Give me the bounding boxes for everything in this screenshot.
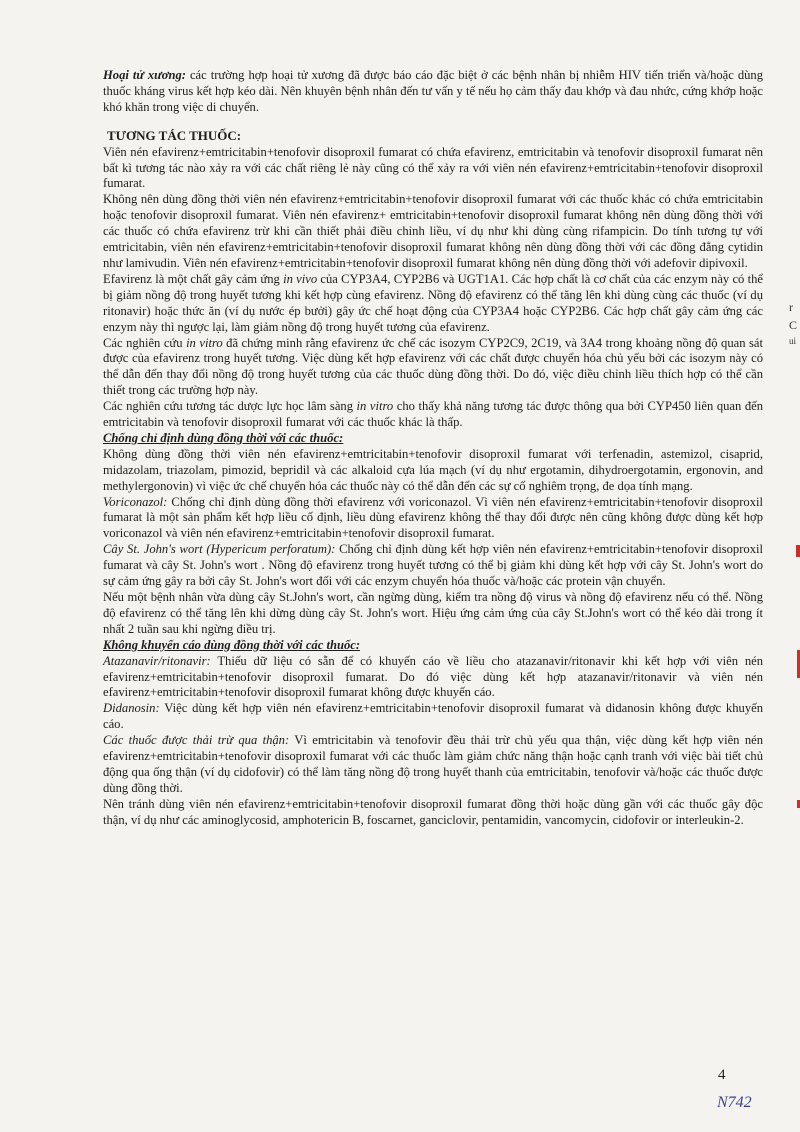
page-number: 4 (718, 1067, 726, 1083)
osteonecrosis-label: Hoại tử xương: (103, 68, 186, 82)
subheading-contraindicated: Chống chỉ định dùng đồng thời với các thuốc: (103, 430, 344, 445)
paragraph: Nên tránh dùng viên nén efavirenz+emtricitabin+tenofovir disoproxil fumarat đồng thời hoặc dùng gần với các thuốc gây độc thận, ví dụ như các aminoglycosid, amphotericin B, foscarnet, ganciclovir, pentamidin, vancomycin, cidofovir or interleukin-2. (103, 796, 763, 827)
edge-letter: C (789, 318, 798, 332)
paragraph: Efavirenz là một chất gây cảm ứng in vivo của CYP3A4, CYP2B6 và UGT1A1. Các hợp chất là cơ chất của các enzym này có thể bị giảm nồng độ trong huyết tương khi kết hợp cùng efavirenz. Nồng độ efavirenz có thể tăng lên khi dùng cùng các thuốc (ví dụ ritonavir) hoặc thức ăn (ví dụ nước ép bưởi) gây ức chế hoạt động của CYP3A4 hoặc CYP2B6. Các hợp chất gây cảm ứng các enzym này thì ngược lại, làm giảm nồng độ trong huyết tương của efavirenz. (103, 271, 764, 334)
handwritten-signature: N742 (717, 1094, 752, 1111)
paragraph: Cây St. John's wort (Hypericum perforatum): Chống chỉ định dùng kết hợp viên nén efavirenz+emtricitabin+tenofovir disoproxil fumarat và cây St. John's wort . Nồng độ efavirenz trong huyết tương có thể bị giảm khi dùng kết hợp với cây St. John's wort do sự cảm ứng gây ra bởi cây St. John's wort đối với các enzym chuyển hóa thuốc và/hoặc các protein vận chuyển. (103, 542, 763, 589)
paragraph: Atazanavir/ritonavir: Thiếu dữ liệu có sẵn để có khuyến cáo về liều cho atazanavir/ritonavir khi kết hợp với viên nén efavirenz+emtricitabin+tenofovir disoproxil fumarat. Do đó việc dùng kết hợp atazanavir/ritonavir và viên nén efavirenz+emtricitabin+tenofovir disoproxil fumarat không được khuyến cáo. (103, 653, 763, 700)
subheading-not-recommended: Không khuyến cáo dùng đồng thời với các thuốc: (103, 637, 361, 652)
paragraph: Nếu một bệnh nhân vừa dùng cây St.John's wort, cần ngừng dùng, kiểm tra nồng độ virus và nồng độ efavirenz nếu có thể. Nồng độ efavirenz có thể tăng lên khi dừng dùng cây St. John's wort. Hiệu ứng cảm ứng của cây St.John's wort có thể kéo dài trong ít nhất 2 tuần sau khi ngừng điều trị. (103, 590, 763, 636)
edge-letter: r (789, 300, 793, 314)
section-heading: TƯƠNG TÁC THUỐC: (107, 127, 242, 143)
paragraph: Didanosin: Việc dùng kết hợp viên nén efavirenz+emtricitabin+tenofovir disoproxil fumarat và didanosin không được khuyến cáo. (103, 701, 763, 732)
edge-mark (796, 545, 800, 557)
paragraph-osteonecrosis: Hoại tử xương: các trường hợp hoại tử xương đã được báo cáo đặc biệt ở các bệnh nhân bị nhiễm HIV tiến triển và/hoặc dùng thuốc kháng virus kết hợp kéo dài. Nên khuyên bệnh nhân đến tư vấn y tế nếu họ cảm thấy đau khớp và đau nhức, cứng khớp hoặc khó khăn trong việc di chuyển. (103, 68, 764, 114)
paragraph: Các nghiên cứu tương tác dược lực học lâm sàng in vitro cho thấy khả năng tương tác được thông qua bởi CYP450 liên quan đến emtricitabin và tenofovir disoproxil fumarat với các thuốc khác là thấp. (103, 399, 764, 430)
paragraph: Voriconazol: Chống chỉ định dùng đồng thời efavirenz với voriconazol. Vì viên nén efavirenz+emtricitabin+tenofovir disoproxil fumarat là một sản phẩm kết hợp liều cố định, liều dùng efavirenz không thể thay đổi được nên cũng không được dùng kết hợp voriconazol và viên nén efavirenz+emtricitabin+tenofovir disoproxil fumarat. (103, 494, 763, 541)
paragraph: Các nghiên cứu in vitro đã chứng minh rằng efavirenz ức chế các isozym CYP2C9, 2C19, và 3A4 trong khoảng nồng độ quan sát được của efavirenz trong huyết tương. Việc dùng kết hợp efavirenz với các chất được chuyển hóa chủ yếu bởi các isozym này có thể dẫn đến thay đổi nồng độ trong huyết tương của các thuốc dùng đồng thời. Do đó, việc điều chỉnh liều thích hợp có thể cần thiết trong các trường hợp này. (103, 335, 763, 398)
paragraph: Các thuốc được thải trừ qua thận: Vì emtricitabin và tenofovir đều thải trừ chủ yếu qua thận, việc dùng kết hợp viên nén efavirenz+emtricitabin+tenofovir disoproxil fumarat với các thuốc làm giảm chức năng thận hoặc cạnh tranh với việc bài tiết chủ động qua ống thận (ví dụ cidofovir) có thể làm tăng nồng độ trong huyết thanh của emtricitabin, tenofovir và/hoặc các thuốc được dùng đồng thời. (103, 733, 764, 795)
paragraph: Không dùng đồng thời viên nén efavirenz+emtricitabin+tenofovir disoproxil fumarat với terfenadin, astemizol, cisaprid, midazolam, triazolam, pimozid, bepridil và các alkaloid cựa lúa mạch (ví dụ như ergotamin, dihydroergotamin, ergonovin, and methylergonovin) vì việc ức chế chuyển hóa các thuốc này có thể dẫn đến các sự cố nghiêm trọng, đe dọa tính mạng. (103, 446, 763, 493)
paragraph: Viên nén efavirenz+emtricitabin+tenofovir disoproxil fumarat có chứa efavirenz, emtricitabin và tenofovir disoproxil fumarat nên bất kì tương tác nào xảy ra với các chất riêng lẻ này cũng có thể xảy ra với viên nén efavirenz+emtricitabin+tenofovir disoproxil fumarat. (103, 144, 763, 191)
document-body (103, 68, 763, 829)
paragraph: Không nên dùng đồng thời viên nén efavirenz+emtricitabin+tenofovir disoproxil fumarat với các thuốc khác có chứa emtricitabin hoặc tenofovir disoproxil fumarat. Viên nén efavirenz+ emtricitabin+tenofovir disoproxil fumarat không nên dùng đồng thời với các thuốc có chứa efavirenz trừ khi cần thiết phải điều chỉnh liều, ví dụ như khi dùng cùng rifampicin. Do tính tương tự với emtricitabin, viên nén efavirenz+emtricitabin+tenofovir disoproxil fumarat không nên dùng đồng thời với các đồng đẳng cytidin như lamivudin. Viên nén efavirenz+emtricitabin+tenofovir disoproxil fumarat không nên dùng đồng thời với adefovir dipivoxil. (103, 192, 763, 270)
edge-letter: ui (789, 336, 797, 346)
